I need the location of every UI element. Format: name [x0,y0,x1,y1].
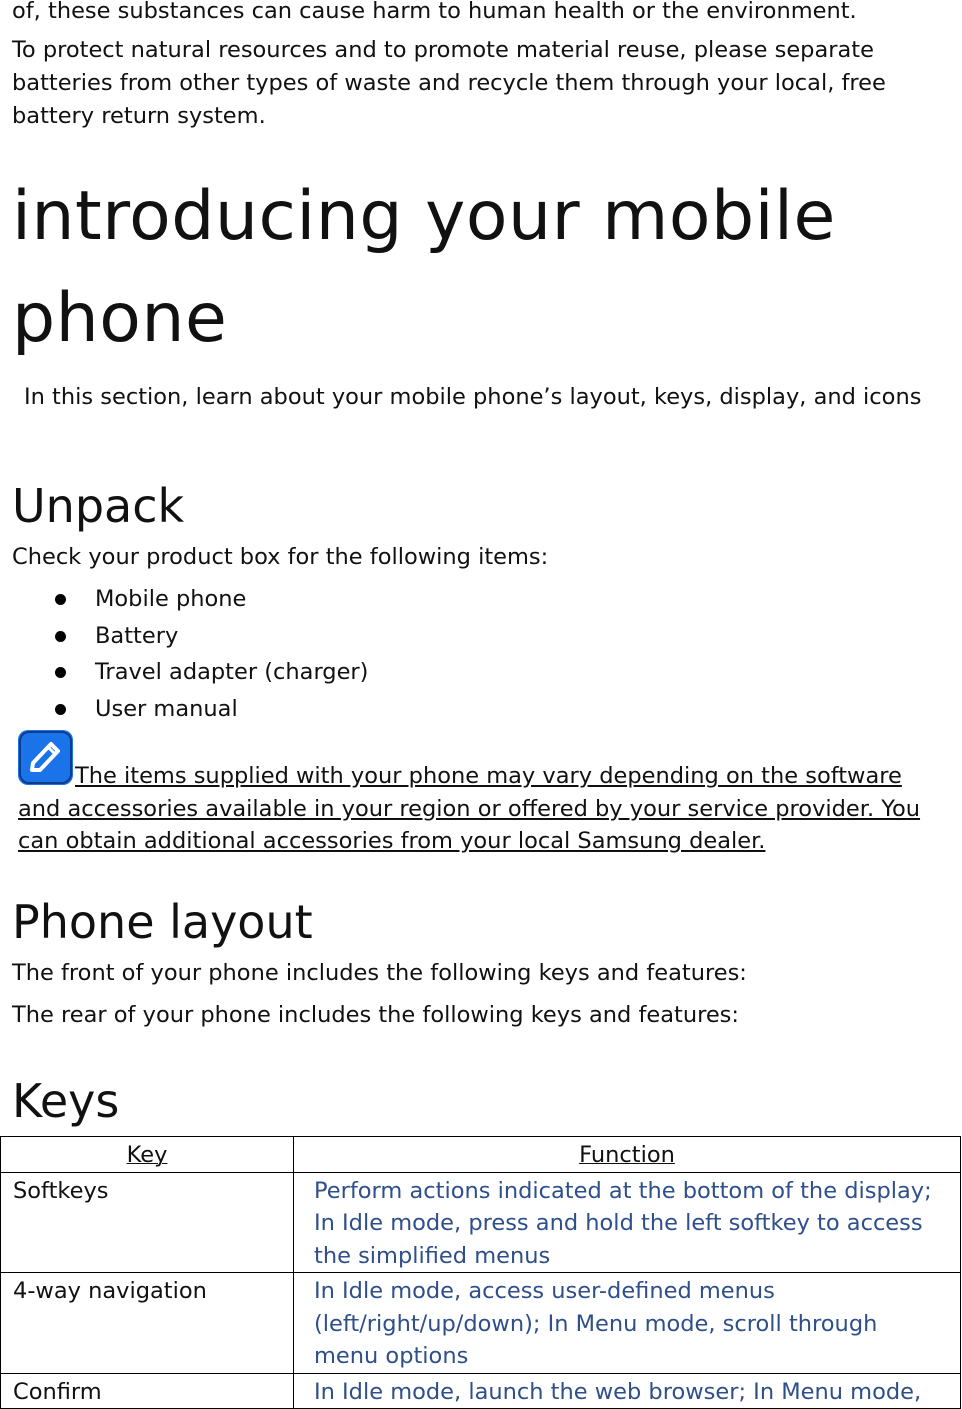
column-header-function: Function [294,1137,961,1173]
table-row [1,1172,961,1273]
function-cell: In Idle mode, launch the web browser; In Menu mode, [294,1373,961,1409]
key-cell: Softkeys [1,1172,294,1273]
phone-front-text: The front of your phone includes the following keys and features: [12,960,747,986]
list-item-label: Mobile phone [95,586,247,612]
list-item-label: Battery [95,622,179,649]
bullet-icon [55,704,66,715]
note-text-body: The items supplied with your phone may vary depending on the software and accessories available in your region or offered by your service provider. You can obtain additional accessories from your local Samsung dealer. [18,763,921,854]
function-cell: Perform actions indicated at the bottom of the display; In Idle mode, press and hold the left softkey to access the simplified menus [294,1172,961,1273]
key-cell: Confirm [1,1373,294,1409]
list-item [55,618,368,655]
list-item [55,691,368,728]
list-item [55,581,368,618]
chapter-subtitle: In this section, learn about your mobile phone’s layout, keys, display, and icons [24,384,922,410]
key-cell: 4-way navigation [1,1273,294,1374]
list-item-label: User manual [95,696,238,723]
unpack-heading: Unpack [12,479,185,533]
function-cell: In Idle mode, access user-defined menus (left/right/up/down); In Menu mode, scroll through menu options [294,1273,961,1374]
phone-rear-text: The rear of your phone includes the following keys and features: [12,1002,739,1028]
list-item-label: Travel adapter (charger) [95,659,369,686]
column-header-key: Key [1,1137,294,1173]
table-row [1,1273,961,1374]
recycle-paragraph: To protect natural resources and to promote material reuse, please separate batteries from other types of waste and recycle them through your local, free battery return system. [12,37,886,129]
keys-heading: Keys [12,1074,120,1128]
continuation-text: of, these substances can cause harm to human health or the environment. [12,0,857,24]
phone-layout-heading: Phone layout [12,895,313,949]
bullet-icon [55,667,66,678]
table-header-row [1,1137,961,1173]
unpack-intro: Check your product box for the following items: [12,544,549,570]
table-row [1,1373,961,1409]
note-text [18,760,948,858]
bullet-icon [55,631,66,642]
bullet-icon [55,594,66,605]
keys-table [0,1136,961,1409]
unpack-item-list [55,581,368,728]
chapter-title: introducing your mobile phone [12,177,836,358]
list-item [55,654,368,691]
